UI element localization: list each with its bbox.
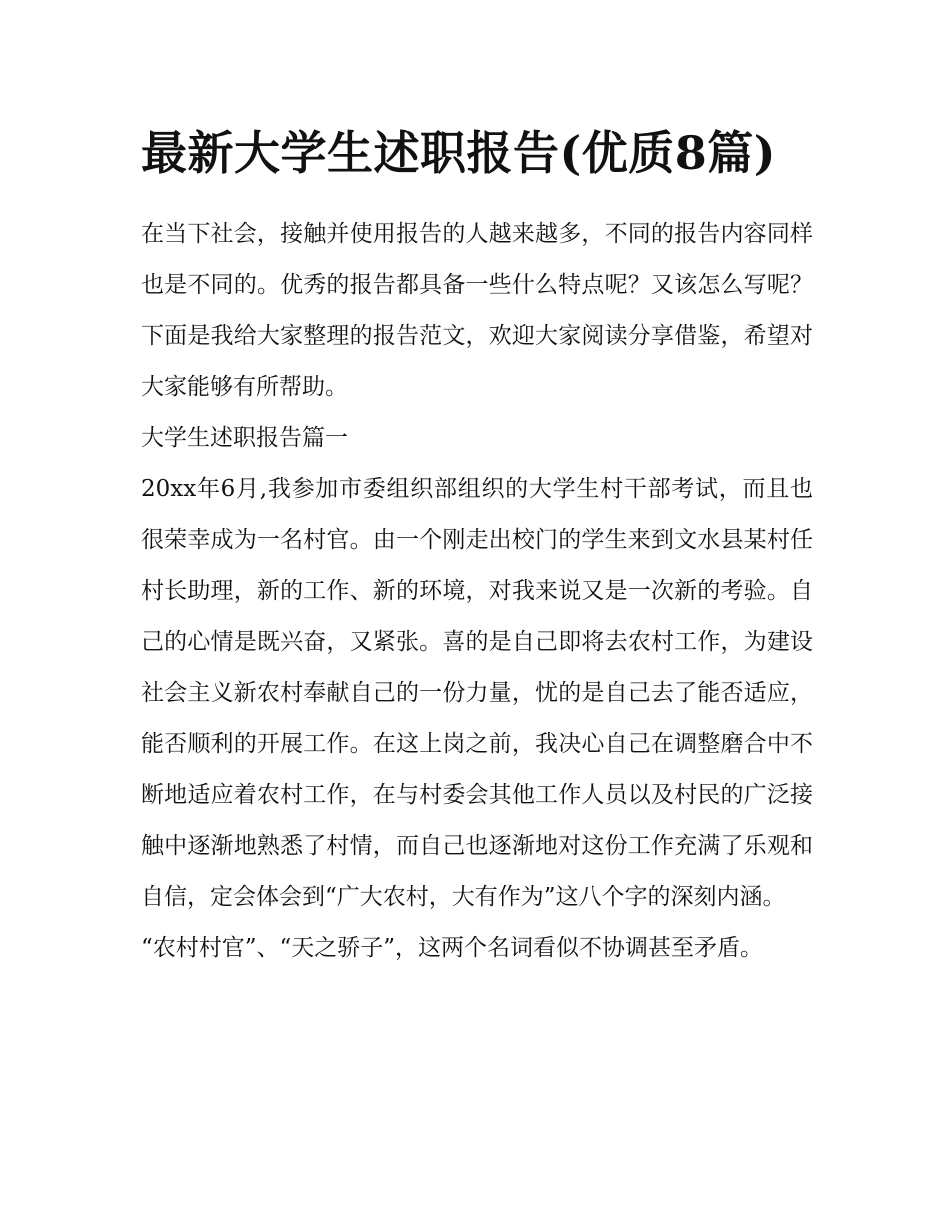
body-paragraph: “农村村官”、“天之骄子”，这两个名词看似不协调甚至矛盾。 xyxy=(141,935,764,961)
document-title: 最新大学生述职报告(优质8篇) xyxy=(141,126,777,180)
body-paragraph: 20xx年6月,我参加市委组织部组织的大学生村干部考试，而且也很荣幸成为一名村官。由一个刚走出校门的学生来到文水县某村任村长助理，新的工作、新的环境，对我来说又是一次新的考验。自己的心情是既兴奋，又紧张。喜的是自己即将去农村工作，为建设社会主义新农村奉献自己的一份力量，忧的是自己去了能否适应，能否顺利的开展工作。在这上岗之前，我决心自己在调整磨合中不断地适应着农村工作，在与村委会其他工作人员以及村民的广泛接触中逐渐地熟悉了村情，而自己也逐渐地对这份工作充满了乐观和自信，定会体会到“广大农村，大有作为”这八个字的深刻内涵。 xyxy=(141,476,813,910)
intro-paragraph: 在当下社会，接触并使用报告的人越来越多，不同的报告内容同样也是不同的。优秀的报告都具备一些什么特点呢？又该怎么写呢？下面是我给大家整理的报告范文，欢迎大家阅读分享借鉴，希望对大家能够有所帮助。 xyxy=(141,221,813,400)
document-content xyxy=(141,115,813,974)
section-heading: 大学生述职报告篇一 xyxy=(141,425,348,451)
